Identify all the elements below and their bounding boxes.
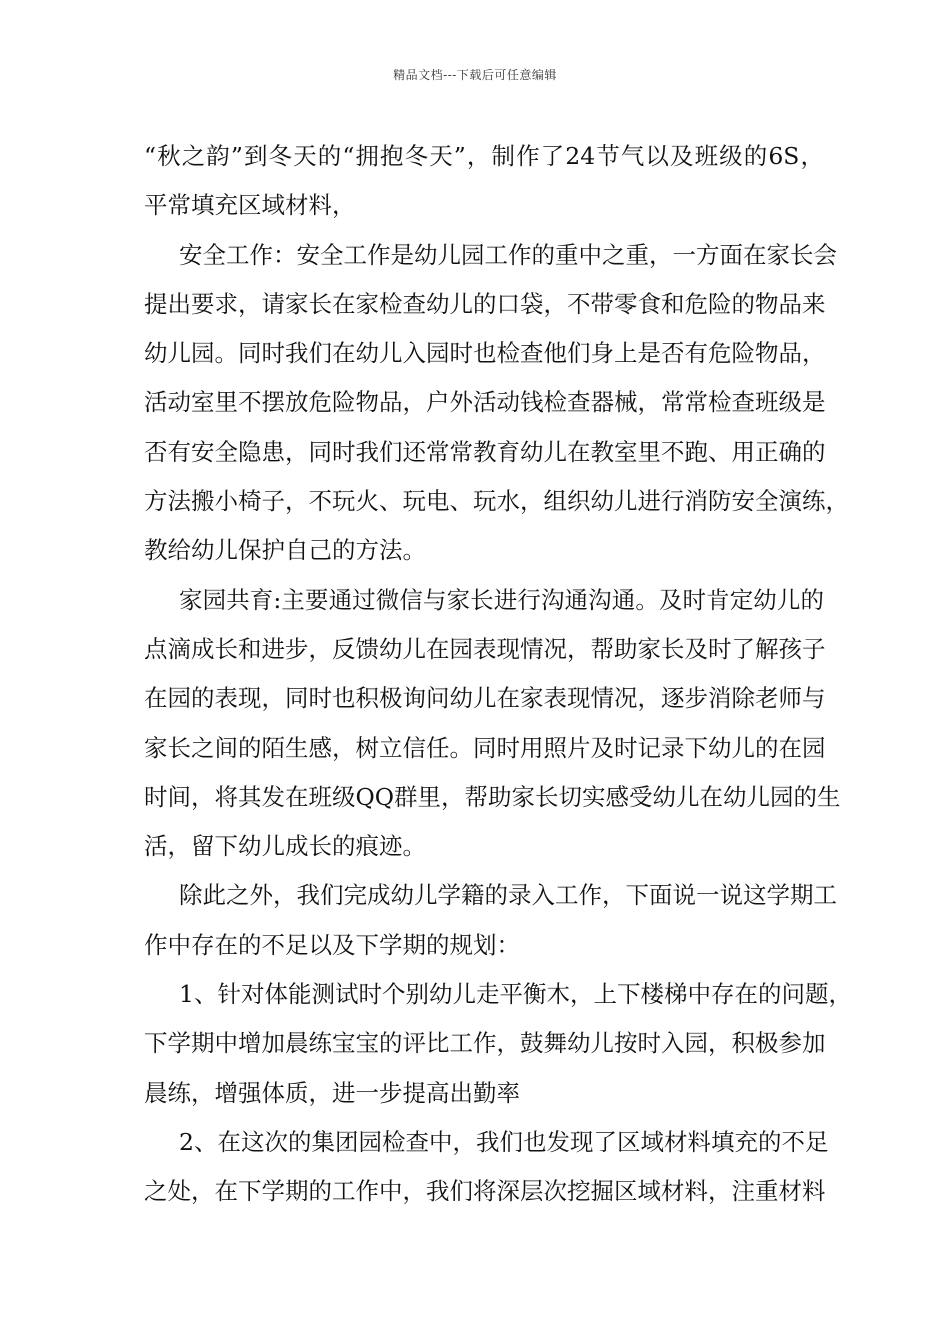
text-line: 活动室里不摆放危险物品，户外活动钱检查器械，常常检查班级是 <box>144 388 826 417</box>
text-line: 点滴成长和进步，反馈幼儿在园表现情况，帮助家长及时了解孩子 <box>144 634 826 663</box>
text-line: 方法搬小椅子，不玩火、玩电、玩水，组织幼儿进行消防安全演练， <box>144 487 849 516</box>
text-line: 提出要求，请家长在家检查幼儿的口袋，不带零食和危险的物品来 <box>144 289 826 318</box>
text-line: 下学期中增加晨练宝宝的评比工作，鼓舞幼儿按时入园，积极参加 <box>144 1029 826 1058</box>
text-line: 家长之间的陌生感，树立信任。同时用照片及时记录下幼儿的在园 <box>144 733 826 762</box>
paragraph-start-line: 2、在这次的集团园检查中，我们也发现了区域材料填充的不足 <box>179 1127 829 1156</box>
page-header: 精品文档---下载后可任意编辑 <box>393 68 557 82</box>
paragraph-start-line: 除此之外，我们完成幼儿学籍的录入工作，下面说一说这学期工 <box>179 881 837 910</box>
text-line: 教给幼儿保护自己的方法。 <box>144 536 426 565</box>
text-line: 作中存在的不足以及下学期的规划： <box>144 930 520 959</box>
text-line: 否有安全隐患，同时我们还常常教育幼儿在教室里不跑、用正确的 <box>144 437 826 466</box>
text-line: 活，留下幼儿成长的痕迹。 <box>144 832 426 861</box>
text-line: 平常填充区域材料， <box>144 191 356 220</box>
text-line: 幼儿园。同时我们在幼儿入园时也检查他们身上是否有危险物品， <box>144 339 826 368</box>
document-body <box>144 132 852 1217</box>
text-line: 时间，将其发在班级QQ群里，帮助家长切实感受幼儿在幼儿园的生 <box>144 782 841 811</box>
text-line: “秋之韵”到冬天的“拥抱冬天”，制作了24节气以及班级的6S， <box>144 142 824 170</box>
paragraph-start-line: 1、针对体能测试时个别幼儿走平衡木，上下楼梯中存在的问题， <box>179 980 852 1009</box>
text-line: 在园的表现，同时也积极询问幼儿在家表现情况，逐步消除老师与 <box>144 684 826 713</box>
text-line: 晨练，增强体质，进一步提高出勤率 <box>144 1078 520 1107</box>
paragraph-start-line: 安全工作：安全工作是幼儿园工作的重中之重，一方面在家长会 <box>179 240 837 269</box>
text-line: 之处，在下学期的工作中，我们将深层次挖掘区域材料，注重材料 <box>144 1177 826 1206</box>
paragraph-start-line: 家园共育:主要通过微信与家长进行沟通沟通。及时肯定幼儿的 <box>179 585 824 614</box>
